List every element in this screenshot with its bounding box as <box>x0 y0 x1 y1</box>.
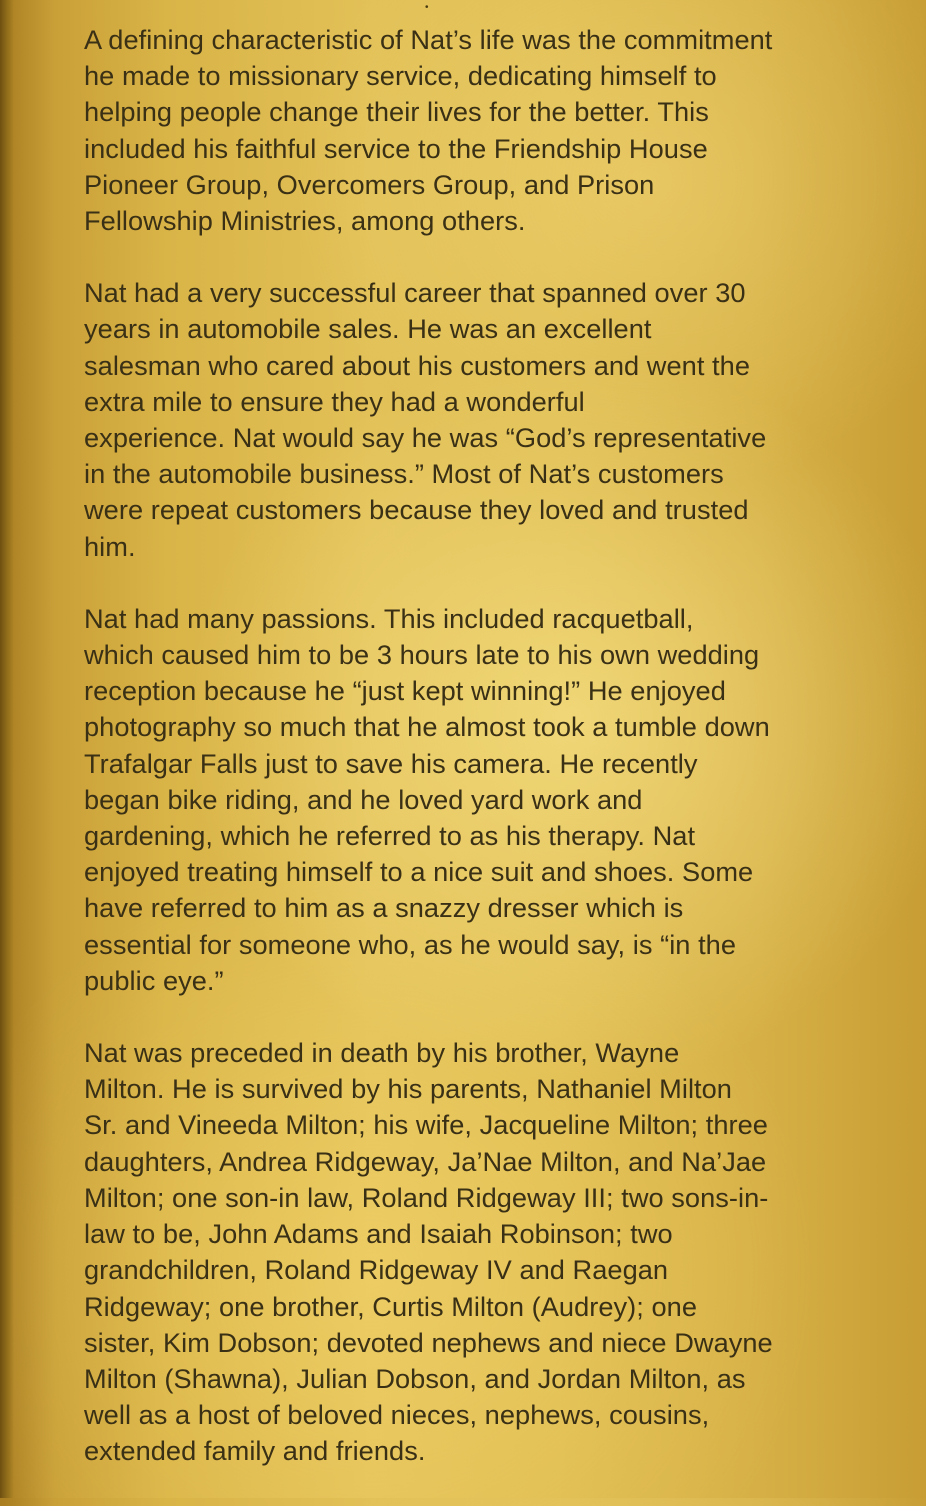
text-line: he made to missionary service, dedicating himself to <box>84 60 717 92</box>
text-line: Milton (Shawna), Julian Dobson, and Jordan Milton, as <box>84 1362 746 1394</box>
text-line: in the automobile business.” Most of Nat’s customers <box>84 458 724 490</box>
text-line: extra mile to ensure they had a wonderful <box>84 385 585 417</box>
text-line: gardening, which he referred to as his therapy. Nat <box>84 820 696 852</box>
text-line: years in automobile sales. He was an excellent <box>84 313 652 345</box>
text-line: A defining characteristic of Nat’s life was the commitment <box>84 24 773 55</box>
text-line: began bike riding, and he loved yard work and <box>84 783 643 815</box>
paragraph-career <box>84 275 894 565</box>
text-line: helping people change their lives for the better. This <box>84 96 709 128</box>
text-line: Milton; one son-in law, Roland Ridgeway III; two sons-in- <box>84 1181 769 1213</box>
text-line: Nat had many passions. This included racquetball, <box>84 602 694 634</box>
paragraph-missionary-service <box>84 22 894 239</box>
page-edge-shadow <box>0 0 14 1498</box>
text-line: essential for someone who, as he would say, is “in the <box>84 928 737 960</box>
text-line: were repeat customers because they loved and trusted <box>84 494 749 526</box>
scan-mark: • <box>425 2 429 13</box>
text-line: Milton. He is survived by his parents, Nathaniel Milton <box>84 1073 732 1105</box>
paragraph-passions <box>84 601 894 999</box>
text-line: law to be, John Adams and Isaiah Robinson; two <box>84 1218 673 1250</box>
text-line: enjoyed treating himself to a nice suit and shoes. Some <box>84 856 754 888</box>
text-line: Trafalgar Falls just to save his camera. He recently <box>84 747 698 779</box>
text-line: Nat was preceded in death by his brother, Wayne <box>84 1037 680 1069</box>
text-line: photography so much that he almost took a tumble down <box>84 711 770 743</box>
text-line: Pioneer Group, Overcomers Group, and Prison <box>84 168 655 200</box>
text-line: have referred to him as a snazzy dresser which is <box>84 892 684 924</box>
text-line: Fellowship Ministries, among others. <box>84 205 526 237</box>
text-line: reception because he “just kept winning!” He enjoyed <box>84 675 726 707</box>
text-line: salesman who cared about his customers and went the <box>84 349 750 381</box>
text-line: grandchildren, Roland Ridgeway IV and Raegan <box>84 1254 669 1286</box>
text-line: sister, Kim Dobson; devoted nephews and niece Dwayne <box>84 1326 773 1358</box>
paragraph-family <box>84 1035 894 1469</box>
text-line: him. <box>84 530 136 562</box>
text-line: Ridgeway; one brother, Curtis Milton (Audrey); one <box>84 1290 697 1322</box>
text-line: public eye.” <box>84 964 224 996</box>
text-line: daughters, Andrea Ridgeway, Ja’Nae Milton, and Na’Jae <box>84 1145 767 1177</box>
text-line: extended family and friends. <box>84 1435 426 1467</box>
text-line: which caused him to be 3 hours late to his own wedding <box>84 639 760 671</box>
text-line: included his faithful service to the Friendship House <box>84 132 708 164</box>
text-line: experience. Nat would say he was “God’s representative <box>84 422 767 454</box>
text-line: Sr. and Vineeda Milton; his wife, Jacqueline Milton; three <box>84 1109 768 1141</box>
text-line: well as a host of beloved nieces, nephews, cousins, <box>84 1399 710 1431</box>
obituary-page <box>84 22 894 1506</box>
text-line: Nat had a very successful career that spanned over 30 <box>84 277 746 309</box>
